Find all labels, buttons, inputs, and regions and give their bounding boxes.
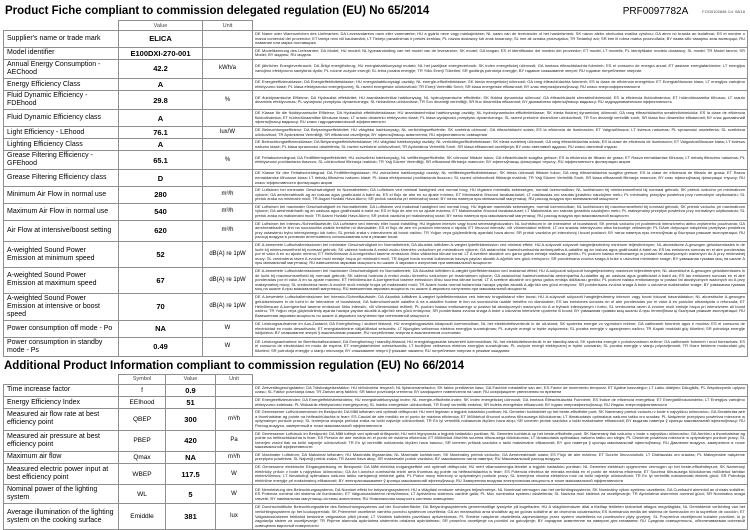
parameter-unit: m³/h xyxy=(203,187,253,204)
parameter-unit xyxy=(203,139,253,151)
parameter-value: A xyxy=(119,139,203,151)
section2-title: Additional Product Information compliant to commission regulation (EU) No 66/2014 xyxy=(4,359,465,372)
parameter-symbol: Emiddle xyxy=(119,504,166,530)
column-header-unit: Unit xyxy=(203,21,253,31)
parameter-label: Measured air flow rate at best efficiency point xyxy=(4,409,119,430)
fiche-table-65-2014 xyxy=(3,20,748,357)
parameter-value: 76.1 xyxy=(119,126,203,138)
parameter-label: A-weighted Sound Power Emission at maximum speed xyxy=(4,268,119,294)
parameter-unit: W xyxy=(216,485,253,504)
document-reference: PRF0097782A xyxy=(622,6,689,17)
table-row xyxy=(4,451,748,463)
parameter-label: Model identifier xyxy=(4,47,119,59)
parameter-value: 52 xyxy=(119,242,203,268)
table-row xyxy=(4,47,748,59)
header-spacer xyxy=(4,374,119,384)
table-row xyxy=(4,485,748,504)
parameter-unit: m³/h xyxy=(203,203,253,220)
parameter-value: E100DXI-270-001 xyxy=(119,47,203,59)
table-row xyxy=(4,31,748,48)
parameter-value: 0.49 xyxy=(119,337,203,356)
parameter-value: D xyxy=(119,170,203,187)
parameter-translations: DE jährlicher Energieverbrauch; DA Årligt energiforbrug; HU energiahatékonysági mutató; NL het jaarlijkse energieverbruik; SK index energetickej účinnosti; GA innéacs éifeachtúlachta fuinnimh; ES el consumo de energía anual; ET aastane energiatarbimine; LT energijos vartojimo efektyvumo santykinis dydis; PL roczne zużycie energii; SL letna poraba energije; TR Yıllık Enerji Tüketimi; SR godišnja potrošnja energije; BY гадавое спажыванне энергіі; RU годовое потребление энергии xyxy=(253,59,748,78)
parameter-unit: m³/h xyxy=(203,220,253,241)
parameter-unit xyxy=(203,47,253,59)
parameter-unit: kWh/a xyxy=(203,59,253,78)
table-row xyxy=(4,384,748,396)
parameter-value: 70 xyxy=(119,293,203,320)
parameter-label: Average illumination of the lighting system on the cooking surface xyxy=(4,504,119,530)
parameter-translations: DE Beleuchtungseffizienz; DA Belysningseffektivitet; HU világítási hatékonyság; NL verlichtingsefficiëntie; SK svetelná účinnosť; GA éifeachtúlacht solais; ES la eficiencia de iluminación; ET Valgustõhusus; LT šviesos našumas; PL sprawność oświetlenia; SL svetlobna učinkovitost; TR Aydınlatma Verimliliği; SR efikasnost osvetljenja; BY эфектыўнасць асвятлення; RU эффективность освещения xyxy=(253,126,748,138)
parameter-translations: DE Leistungsaufnahme im Bereitschaftszustand; DA Energiforbrug i standby-tilstand; HU energiafogyasztás készenléti üzemmódban; NL het elektriciteitsverbruik in de standby-stand; SK spotreba energie v pohotovostnom režime; GA caitheamh fuinnimh i mód fuireachais; ES el consumo de electricidad en modo de espera; ET energiatarbimine ooteseisundis; LT budėjimo veiksenos elektros energijos suvartojimas; PL zużycie energii elektrycznej w trybie czuwania; SL poraba energije v stanju pripravljenosti; TR Hazır bekleme modundaki güç tüketimi; SR potrošnja energije u stanju mirovanja; BY спажыванне энергіі ў рэжыме чакання; RU потребление энергии в режиме ожидания xyxy=(253,337,748,356)
parameter-translations: DE Beleuchtungseffizienzklasse; DA Belysningseffektivitetsklasse; HU világítási hatékonysági osztály; NL verlichtingsefficiëntieklasse; SK trieda svetelnej účinnosti; GA rang éifeachtúlachta solais; ES la clase de eficiencia de iluminación; ET Valgustustõhususe klass; LT šviesos našumo klasė; PL klasa sprawności oświetlenia; SL razred svetlobne učinkovitosti; TR Aydınlatma Verimlilik Sınıfı; SR klasa efikasnosti osvetljenja; BY клас светлавой аддачы; RU класс световой отдачи xyxy=(253,139,748,151)
column-header-unit: Unit xyxy=(216,374,253,384)
page-title: Product Fiche compliant to commission delegated regulation (EU) No 65/2014 xyxy=(5,5,430,17)
parameter-value: 0.9 xyxy=(166,384,216,396)
parameter-symbol: Qmax xyxy=(119,451,166,463)
parameter-label: Energy Efficiency Index xyxy=(4,396,119,408)
table-row xyxy=(4,170,748,187)
parameter-label: Light Efficiency - LEhood xyxy=(4,126,119,138)
table-row xyxy=(4,139,748,151)
parameter-unit xyxy=(203,31,253,48)
parameter-value: 51 xyxy=(166,396,216,408)
parameter-translations: DE Zeitverlängerungsfaktor; DA Tidsforøgelsesfaktor; HU időnövelési tényező; NL tijdstoenamefactor; SK faktor predĺženia času; GA Fachtóir méadaithe san am; ES Factor de incremento temporal; ET Ajaline kasvutegur; LT Laiko didėjimo DAugiklis; PL Współczynnik upływu czasu; SL Faktor povečanja časa; TR Zaman artış faktörü; SR faktor povećanja vremena; BY каэфіцыент павелічэння па часе; RU коэффициент увеличения по времени xyxy=(253,384,748,396)
parameter-unit: W xyxy=(203,337,253,356)
table-row xyxy=(4,268,748,294)
parameter-label: Lighting Efficiency Class xyxy=(4,139,119,151)
parameter-label: Fluid Dynamic Efficiency class xyxy=(4,110,119,127)
document-code: FOG0102848 Cd. 08/18 xyxy=(702,8,745,14)
table-header-row xyxy=(4,374,748,384)
parameter-label: Air Flow at intensive/boost setting xyxy=(4,220,119,241)
parameter-unit: m³/h xyxy=(216,451,253,463)
parameter-unit: W xyxy=(203,320,253,337)
table-row xyxy=(4,59,748,78)
parameter-unit xyxy=(203,78,253,90)
table-row xyxy=(4,187,748,204)
column-header-value: Value xyxy=(119,21,203,31)
parameter-unit: Pa xyxy=(216,430,253,451)
table-row xyxy=(4,220,748,241)
parameter-translations: DE fluiddynamische Effizienz; DA Hydraulisk effektivitet; HU áramlástechnikai hatékonyság; NL hydrodynamische efficiëntie; SK fluidná dynamická účinnosť; GA éifeachtúlacht shreabhdhinimiciúil; ES la eficiencia fluidodinámica; ET hüdrodünaamika tõhusus; LT srauto dinaminis efektyvumas; PL wydajność przepływu dynamicznego; SL hidravlična učinkovitost; TR Sıvı dinamiği verimliliği; SR fluo dinamička efikasnost; BY дынамічная эфектыўнасць вадкасці; RU гидродинамическая эффективность xyxy=(253,91,748,110)
parameter-unit xyxy=(216,396,253,408)
parameter-value: NA xyxy=(119,320,203,337)
table-row xyxy=(4,337,748,356)
table-row xyxy=(4,464,748,485)
parameter-value: 65.1 xyxy=(119,151,203,170)
parameter-label: A-weighted Sound Power Emission at minimum speed xyxy=(4,242,119,268)
parameter-symbol: f xyxy=(119,384,166,396)
table-row xyxy=(4,78,748,90)
parameter-label: Maximum air flow xyxy=(4,451,119,463)
parameter-value: 67 xyxy=(119,268,203,294)
parameter-translations: DE Luftstrom bei Intensiv-/Schnelllaufstufe; DA Luftstrøm ved intensiv eller boost indstilling; HU légáram intenzív vagy boost sebességfokozaton; NL luchtstroom in de intensieve of booststand; SK prietok vzduchu pri podmienok intenzívneho alebo zvýšeného používania; GA aershreabhadh le linn na socraíochta úsáide treisithe nó dianúsáide; ES el flujo de aire en posición intensiva o rápida; ET õhuvool intensiiv- või võimendatud režiimil; LT oro srautas intensyvumo arba forsuotoje veiksenoje; PL DAne dotyczące natężenia przepływu powietrza przy ustawieniu trybu intensywnego lub turbo; SL pretok zraka v intenzivnem ali boost načinu; TR Yoğun veya güçlendirilmiş ayardaki hava akımı; SR protok vazduha pri intenzivnoj i boost postavci; BY паток паветра пры інтэнсіўным ці быстрым рэжыме эксплуатацыі; RU расход воздуха в условиях интенсивного использования или в режиме boost xyxy=(253,220,748,241)
table-row xyxy=(4,430,748,451)
parameter-translations: DE A-bewertete Luftschallemissionen bei Intensiv-/Schnelllaufstufe; DA Akustisk luftbåren A-vægtet lydeffektemission ved intensiv brugstilstand eller boost; HU A-súlyozott súlyozott hangteljesítmény intenzív vagy boost fokozat használatakor; NL akoestische A-gewogen geluidsemissies in de lucht in de intensieve of booststand; GA fuaimchumhacht ualaithe A na n-astuithe fuaime le linn na socraíochta úsáide treisithe nó dianúsáide; ES las emisiones sonoras en el aire ponderadas por el valor A en posición ultrarrápida o reforzada; ET Helivõimsuse A-korrigeeritud taseme emissioon õhku intensiiv- või võimendatud režiimil; PL poziom hałasu emitowanego w postaci fal akustycznych ważonych do A w trybach intensywnym i turbo; SL vrednotena raven A zvočne moči emisije hrupa pri intenzivnem ali boost načinu; TR Yoğun veya güçlendirilmiş ayarda havaya yayılan akustik A-ağırlıklı ses gücü emisyonu; SR ponderisana zvučna snaga A buke u uslovima intenzivne upotrebe ili boost; BY узважаная гукавая моц шкалы A пры інтэнсіўным ці быстрым рэжыме эксплуатацыі; RU Взвешенная звуковая мощность по шкале A звукового излучения при интенсивной мощности xyxy=(253,293,748,320)
parameter-label: Power consumption off mode - Po xyxy=(4,320,119,337)
parameter-translations: DE Modellkennung des Lieferanten; DA Model; HU modell; NL typeaanduiding van het model van de leverancier; SK model; GA leagan; ES el identificador del modelo del proveedor; ET mudel; LT modelis; PL identyfikator modelu dostawcy; SL model; TR Model tanımı; SR Model; BY мадэль; RU модель xyxy=(253,47,748,59)
parameter-translations: DE Leistungsaufnahme im Aus-Zustand; DA Energiforbrug i slukket tilstand; HU energiafogyasztás kikapcsolt üzemmódban; NL het elektriciteitsverbruik in de uit-stand; SK spotreba energie vo vypnutom režime; GA caitheamh fuinnimh agus é múchta; ES el consumo de electricidad en modo desactivado; ET energiatarbimine väljalülitatud seisundis; LT išjungties veiksenos elektros energijos suvartojimas; PL zużycie energii w trybie wyłączenia; SL poraba energije v ugasnjenem načinu; TR Kapalı moddaki güç tüketimi; SR potrošnja energije isključena; BY спажыванне энергіі ў выключаным рэжыме; RU потребление энергии в выключенном состоянии xyxy=(253,320,748,337)
parameter-unit xyxy=(203,170,253,187)
parameter-value: A xyxy=(119,78,203,90)
table-row xyxy=(4,396,748,408)
parameter-translations: DE Nennleistung des Beleuchtungssystems; DA Nominel effekt for belysningssystemet; HU a világítási rendszer névleges teljesítménye; NL Nominaal vermogen van het verlichtingssysteem; SK Nominálny výkon systému osvetlenia; GA Cumhacht ainmniúil an chórais soilsithe; ES Potencia nominal del sistema de iluminación; ET Valgustussüsteemi nimivõimsus; LT Apšvietimo sistemos vardinė galia; PL Moc nominalna systemu oświetlenia; SL Nazivna moč sistema za osvetljevanje; TR Aydınlatma sisteminin nominal gücü; SR Nominalna snaga rasvete; BY намінальная магутнасць сістэмы асвятлення; RU Номинальная мощность системы освещения xyxy=(253,485,748,504)
parameter-translations: DE Energieeffizienzklasse; DA Energieffektivitetsklasse; HU energiahatékonysági osztály; NL energie-efficiëntieklasse; SK trieda energetickej účinnosti; GA rang éifeachtúlachta fuinnimh; ES la clase de eficiencia energética; ET Energiatõhususe klass; LT energijos vartojimo efektyvumo klasė; PL klasa efektywności energetycznej; SL razred energetske učinkovitosti; TR Enerji Verimlilik Sınıfı; SR klasa energetske efikasnosti; BY клас энергаэфектыўнасці; RU класс энергоэффективности xyxy=(253,78,748,90)
table-row xyxy=(4,110,748,127)
parameter-label: Maximum Air Flow in normal use xyxy=(4,203,119,220)
parameter-value: 300 xyxy=(166,409,216,430)
parameter-unit: dB(A) re 1pW xyxy=(203,293,253,320)
parameter-translations: DE Energieeffizienzindex; DA Energieffektivitetsindeks; HU energiahatékonysági index; NL energie-efficiëntie-index; SK index energetickej účinnosti; GA Innéacs Éifeachtúlachta Fuinnimh; ES Índice de eficiencia energética; ET Energiatõhususindeks; LT Energijos vartojimo efektyvumo indeksas; PL Wskaźnik efektywności energetycznej; SL Indeks energetske učinkovitosti; TR Enerji verimlilik endeksi; SR indeks energetske efikasnosti; BY індэкс энергаэфектыўнасці; RU Индекс энергоэффективности xyxy=(253,396,748,408)
parameter-unit: W xyxy=(216,464,253,485)
header-spacer xyxy=(253,21,748,31)
parameter-value: 5 xyxy=(166,485,216,504)
parameter-value: 620 xyxy=(119,220,203,241)
fiche-table-66-2014 xyxy=(3,374,748,530)
parameter-translations: DE Maximaler Luftstrom; DA Maksimal luftstrøm; HU Maximális légáramlás; NL Maximale luchtstroom; SK Maximálny prietok vzduchu; GA Aershreabhadh uasta; ES Flujo de aire máximo; ET Suurim õhuvooluhulk; LT Didžiausias oro srautas; PL Maksymalne natężenie przepływu powietrza; SL Največji pretok zraka; TR Azami hava akışı; SR maksimalni protok vazduha; BY максімальны паток паветра; RU Максимальный расход воздуха xyxy=(253,451,748,463)
parameter-unit: lux xyxy=(216,504,253,530)
parameter-value: ELICA xyxy=(119,31,203,48)
parameter-label: Measured electric power input at best efficiency point xyxy=(4,464,119,485)
parameter-value: A xyxy=(119,110,203,127)
table-row xyxy=(4,504,748,530)
parameter-translations: DE Luftstrom bei maximaler Geschwindigkeit im Normalbetrieb; DA Luftstrøm ved maksimal hastighed ved normal brug; HU légáram maximális sebességen, normál üzemmódban; NL luchtstroom bij maximumsnelheid bij normaal gebruik; SK prietok vzduchu pri maximálnom výkone; GA aershreabhadh ag an uasluas agus gnáthúsáid á baint as; ES el flujo de aire en su ajuste máximo; ET Maksimaalne õhuvool tavakasutusel; LT Maksimalus oro srautas įprastinio naudojimo metu; PL maksymalny przepływ powietrza przy normalnym użytkowaniu; SL pretok zraka na maksimalni moči; TR Azami Hızdaki Hava Akımı; SR protok vazduha pri maksimalnoj snazi; BY паток паветра пры максімальнай магутнасці; RU расход воздуха при максимальной мощности xyxy=(253,203,748,220)
parameter-unit xyxy=(203,110,253,127)
parameter-translations: DE Gemessene elektrische Eingangsleistung im Bestpunkt; DA Målt elektrisk indgangseffekt ved optimalt driftspunkt; HU mért villamosenergia-felvétel a legjobb hatásfokú pontban; NL Gemeten elektrisch opgenomen vermogen op het beste-efficiëntiepunt; SK Nameraný elektrický príkon v bode s najvyššou účinnosťou; GA An t-ionchur cumhachta leictrí arna thomhas ag pointe na héifeachtúlachta is fearr; ES Potencia eléctrica de entrada medida en el punto de máxima eficiencia; ET Suurima tõhususega tööolukorras mõõdetud tarbitav elektrivõimsus; LT Išmatuotoji optimalaus našumo taško vartojamoji elektrinė galia; PL Pobór mocy mierzony w optymalnym punkcie pracy; SL Izmerjena vhodna električna moč na točki največje učinkovitosti; TR En iyi verimlilik noktasındaki elektrik gücü; SR Potrošnja električne energije pri maksimalnoj efikasnosti; BY электраспажыванне ў кропцы максімальнай эфектыўнасці; RU Замеренная входная электрическая мощность в точке максимальной эффективности xyxy=(253,464,748,485)
column-header-symbol: Symbol xyxy=(119,374,166,384)
table-header-row xyxy=(4,21,748,31)
parameter-value: 42.2 xyxy=(119,59,203,78)
parameter-translations: DE Durchschnittliche Beleuchtungsstärke des Beleuchtungssystems auf der Kochoberfläche; DA Belysningssystemets gennemsnitlige lysstyrke på kogefladen; HU A világítórendszer által a főzőlap felületén biztosított átlagos megvilágítás; NL Gemiddelde verlichting van het verlichtingssysteem op het kookoppervlak; SK Priemerné osvetlenie varného povrchu systémom osvetlenia; GA an meánsoilsiú arna sholáthar ag an gcóras soilsithe ar an dromchla cócaireachta; ES Iluminancia media del sistema de iluminación en la superficie de cocción; ET Valgustussüsteemi tekitatud keskmine valgustatus pliidi pinnal; LT Vidutinis kaitvietės paviršiaus apšviestumas; PL Średnie natężenie oświetlenia zapewnianego przez system oświetlenia na powierzchni płyty grzejnej; SL Povprečna osvetljenost kuhalne površine, ki jo zagotavlja sistem za osvetljevanje; TR Pişirme alanında aydınlatma sisteminin ortalama aydınlatması; SR prosečno osvetljenje na površini za gotovljenje; BY сярэдняе асвятленне на паверхні для гатавання; RU Средняя освещенность, обеспечиваемая системой освещения варочной поверхности xyxy=(253,504,748,530)
parameter-label: Nominal power of the lighting system xyxy=(4,485,119,504)
parameter-label: Grease Filtering Efficiency - GFEhood xyxy=(4,151,119,170)
document-header xyxy=(3,3,747,20)
parameter-unit: dB(A) re 1pW xyxy=(203,242,253,268)
table-row xyxy=(4,242,748,268)
header-spacer xyxy=(253,374,748,384)
parameter-value: 540 xyxy=(119,203,203,220)
parameter-translations: DE Klasse für die fluiddynamische Effizienz; DA Hydraulisk effektivitetsklasse; HU áramlástechnikai hatékonysági osztály; NL hydrodynamische-efficiëntieklasse; SK trieda fluidnej dynamickej účinnosti; GA rang éifeachtúlachta sreabhdhinimiciúla; ES la clase de eficiencia fluidodinámica; ET hüdrodünaamilise tõhususe klass; LT srauto dinaminio efektyvumo klasė; PL klasa wydajności przepływu dynamicznego; SL razred pretočne dinamične učinkovitosti; TR Sıvı dinamiği verimlilik sınıfı; SR klasa fluo dinamičke efikasnosti; BY клас дынамічнай эфектыўнасці вадкасці; RU класс гидродинамической эффективности xyxy=(253,110,748,127)
parameter-translations: DE Fettabscheidegrad; DA Fedtfiltreringseffektivitet; HU zsírszűrési hatékonyság; NL vetfilteringsefficiëntie; SK účinnosť filtrácie tukov; GA éifeachtúlacht scagtha gréisce; ES la eficiencia de filtrado de grasa; ET Rasva eemaldamise tõhusus; LT riebalų filtravimo našumas; PL efektywność pochłaniania tłuszczu; SL učinkovitost filtriranja maščob; TR Yağ Süzme Verimliliği; SR efikasnost filtriranja masnoće; BY эфектыўнасць фільтрацыі тлушчу; RU эффективность фильтрации жиров xyxy=(253,151,748,170)
parameter-label: Supplier's name or trade mark xyxy=(4,31,119,48)
table-row xyxy=(4,91,748,110)
parameter-label: Fluid Dynamic Efficiency - FDEhood xyxy=(4,91,119,110)
table-row xyxy=(4,293,748,320)
parameter-unit: % xyxy=(203,91,253,110)
parameter-symbol: WBEP xyxy=(119,464,166,485)
parameter-value: 420 xyxy=(166,430,216,451)
header-spacer xyxy=(4,21,119,31)
parameter-symbol: WL xyxy=(119,485,166,504)
parameter-symbol: PBEP xyxy=(119,430,166,451)
parameter-translations: DE Name oder Warenzeichen des Lieferanten; DA Leverandørens navn eller varemærke; HU a gyártó neve vagy márkajelzése; NL naam van de leverancier of het handelsmerk; SK názov alebo obchodná značka výrobcu; GA ainm nó branda an tsoláthraí; ES el nombre o marca comercial del proveedor; ET tarnija nimi või kaubamärk; LT Tiekėjo pavadinimas ir prekės ženklas; PL nazwa dostawcy lub znak towarowy; SL ime ali oznaka proizvajalca; TR Tedarikçi adı; SR ime ili robna marka proizvođača; BY назва або таварны знак вытворцы; RU название или марка поставщика xyxy=(253,31,748,48)
parameter-label: Grease Filtering Efficiency class xyxy=(4,170,119,187)
parameter-label: Minimum Air Flow in normal use xyxy=(4,187,119,204)
parameter-symbol: QBEP xyxy=(119,409,166,430)
parameter-translations: DE A-bewertete Luftschallemissionen bei minimaler Geschwindigkeit im Normalbetrieb; DA Akustisk luftbåren A-vægtet lydeffektemission ved minimal effekt; HU A-súlyozott súlyozott hangteljesítmény minimum teljesítményen; NL akoestische A-gewogen geluidsemissies in de lucht bij minimumsnelheid bij normaal gebruik; SK vážená hodnota A emisií zvuku šíreného vzduchom pri minimálnom výkone; GA astaíochtaí fuaimchumhachta aeriompartha A-ualaithe ag an íosluas agus gnáthúsáid á baint as; ES las emisiones sonoras en el aire ponderadas por el valor A en su ajuste mínimo; ET Helivõimsuse A-korrigeeritud taseme emissioon õhku väikseima kiiruse korral; LT A svertinė akustinė oro garso galios emisija mažiausiu greičiu; PL poziom hałasu emitowanego w postaci fal akustycznych ważonych do A przy minimalnej mocy; SL vrednotena raven A zvočne moči emisije hrupa pri minimalni moči; TR Asgari hızda normal kullanımda havaya yayılan akustik A-ağırlıklı ses gücü emisyonu; SR ponderisana zvučna snaga A buke u uslovima minimalne snage; BY узважаная гукавая моц па шкале A пры мінімальнай магутнасці; RU взвешенная звуковая мощность по шкале A звукового излучения при минимальной мощности xyxy=(253,242,748,268)
parameter-unit xyxy=(216,384,253,396)
parameter-value: 117.5 xyxy=(166,464,216,485)
parameter-unit: lux/W xyxy=(203,126,253,138)
column-header-value: Value xyxy=(166,374,216,384)
parameter-value: NA xyxy=(166,451,216,463)
parameter-label: Power consumption in standby mode - Ps xyxy=(4,337,119,356)
table-row xyxy=(4,409,748,430)
parameter-label: Time increase factor xyxy=(4,384,119,396)
parameter-translations: DE A-bewertete Luftschallemissionen bei maximaler Geschwindigkeit im Normalbetrieb; DA Akustisk luftbåren A-vægtet lydeffektemission ved maksimal effekt; HU A-súlyozott súlyozott hangteljesítmény maximum teljesítményen; NL akoestische A-gewogen geluidsemissies in de lucht bij maximumsnelheid bij normaal gebruik; SK vážená hodnota A emisií zvuku šíreného vzduchom pri maximálnom výkone; GA astaíochtaí fuaimchumhachta aeriompartha A-ualaithe ag an uasluas agus gnáthúsáid á baint as; ES las emisiones sonoras en el aire ponderadas por el valor A en su ajuste máximo; ET Helivõimsuse A-korrigeeritud taseme emissioon õhku suurima kiiruse korral; LT A svertinė akustinė oro garso galios emisija didžiausiu greičiu; PL poziom hałasu emitowanego w postaci fal akustycznych ważonych do A przy maksymalnej mocy; SL vrednotena raven A zvočne moči emisije hrupa pri maksimalni moči; TR Azami hızda normal kullanımda havaya yayılan akustik A-ağırlıklı ses gücü emisyonu; SR ponderisana zvučna snaga A buke u uslovima maksimalne snage; BY узважаная гукавая моц па шкале A пры максімальнай магутнасці; RU взвешенная звуковая мощность по шкале A звукового излучения при максимальной мощности xyxy=(253,268,748,294)
parameter-unit: dB(A) re 1pW xyxy=(203,268,253,294)
parameter-symbol: EEIhood xyxy=(119,396,166,408)
parameter-value: 29.8 xyxy=(119,91,203,110)
parameter-translations: DE Klasse für den Fettabscheidegrad; DA Fedtfiltreringsklasse; HU zsírszűrési hatékonysági osztály; NL vetfilteringsefficiëntieklasse; SK trieda účinnosti filtrácie tukov; GA rang éifeachtúlachta scagtha gréisce; ES la clase de eficiencia de filtrado de grasa; ET Rasva eemaldamise tõhususe klass; LT riebalų filtravimo našumo klasė; PL klasa efektywności pochłaniania tłuszczu; SL razred učinkovitosti filtriranja maščob; TR Yağ Süzme Verimlilik Sınıfı; SR klasa efikasnosti filtriranja masnoće; BY клас эфектыўнасці фільтрацыі тлушчу; RU класс эффективности фильтрации жиров xyxy=(253,170,748,187)
parameter-value: 280 xyxy=(119,187,203,204)
table-row xyxy=(4,203,748,220)
parameter-translations: DE Luftstrom bei minimaler Geschwindigkeit im Normalbetrieb; DA Luftstrøm ved minimal hastighed ved normal brug; HU légáram minimális sebességen, normál üzemmódban; NL luchtstroom bij minimumsnelheid bij normaal gebruik; SK prietok vzduchu pri minimálnom výkone; GA aershreabhadh ag an íosluas agus gnáthúsáid á baint as; ES el flujo de aire en su ajuste mínimo; ET Minimaalne õhuvool tavakasutusel; LT mažiausias oro srautas įprastinio naudojimo metu; PL minimalny przepływ powietrza przy normalnym użytkowaniu; SL pretok zraka na minimalni moči; TR Asgari Hızdaki Hava Akımı; SR protok vazduha pri minimalnoj snazi; BY паток паветра пры мінімальнай магутнасці; RU расход воздуха при минимальной мощности xyxy=(253,187,748,204)
parameter-value: 381 xyxy=(166,504,216,530)
parameter-translations: DE Gemessener Luftvolumenstrom im Bestpunkt; DA Målt luftstrøm ved optimalt driftspunkt; HU mért légáram a legjobb hatásfokú pontban; NL Gemeten luchtdebiet op het beste-efficiëntie punt; SK Nameraný prietok vzduchu v bode s najvyššou účinnosťou; GA Sreabhráta aeir a thomhaistear ag pointe na héifeachtúlachta is fearr; ES Caudal de aire medido en el punto de máxima eficiencia; ET Mõõdetud õhuvool suurima tõhususega tööolukorras; LT Išmatuotasis optimalaus našumo taško oro srautas; PL Natężenie przepływu powietrza mierzone w optymalnym punkcie pracy; SL Izmerjena stopnja pretoka zraka na točki največje učinkovitosti; TR En iyi verimlilik noktasında ölçülen hava akışı; SR izmeren protok vazduha u tački maksimalne efikasnosti; BY выдатак паветра ў кропцы максімальнай эфектыўнасці; RU Расход воздуха, замеренный в точке максимальной эффективности xyxy=(253,409,748,430)
parameter-unit: % xyxy=(203,151,253,170)
table-row xyxy=(4,151,748,170)
parameter-label: Measured air pressure at best efficiency point xyxy=(4,430,119,451)
parameter-label: A-weighted Sound Power Emission at intensive or boost speed xyxy=(4,293,119,320)
parameter-translations: DE Gemessener Luftdruck im Bestpunkt; DA Målt lufttryk ved optimalt driftspunkt; HU mért légnyomás a legjobb hatásfokú pontban; NL Gemeten luchtdruk op het beste-efficiëntie-punt; SK Nameraný tlak vzduchu v bode s najvyššou účinnosťou; GA Aerbhrú a thomhaistear ag pointe na héifeachtúlachta is fearr; ES Presión de aire medida en el punto de máxima eficiencia; ET Mõõdetud õhurõhk suurima tõhususega tööolukorras; LT Išmatuotasis optimalaus našumo taško oro slėgis; PL Ciśnienie powietrza mierzone w optymalnym punkcie pracy; SL Izmerjen zračni tlak na točki največje učinkovitosti; TR En iyi verimlilik noktasında ölçülen hava basıncı; SR izmeren pritisak vazduha u tački maksimalne efikasnosti; BY ціск паветра ў кропцы максімальнай эфектыўнасці; RU Давление воздуха, замеренное в точке максимальной эффективности xyxy=(253,430,748,451)
table-row xyxy=(4,320,748,337)
parameter-label: Energy Efficiency Class xyxy=(4,78,119,90)
table-row xyxy=(4,126,748,138)
parameter-unit: m³/h xyxy=(216,409,253,430)
parameter-label: Annual Energy Consumption - AEChood xyxy=(4,59,119,78)
